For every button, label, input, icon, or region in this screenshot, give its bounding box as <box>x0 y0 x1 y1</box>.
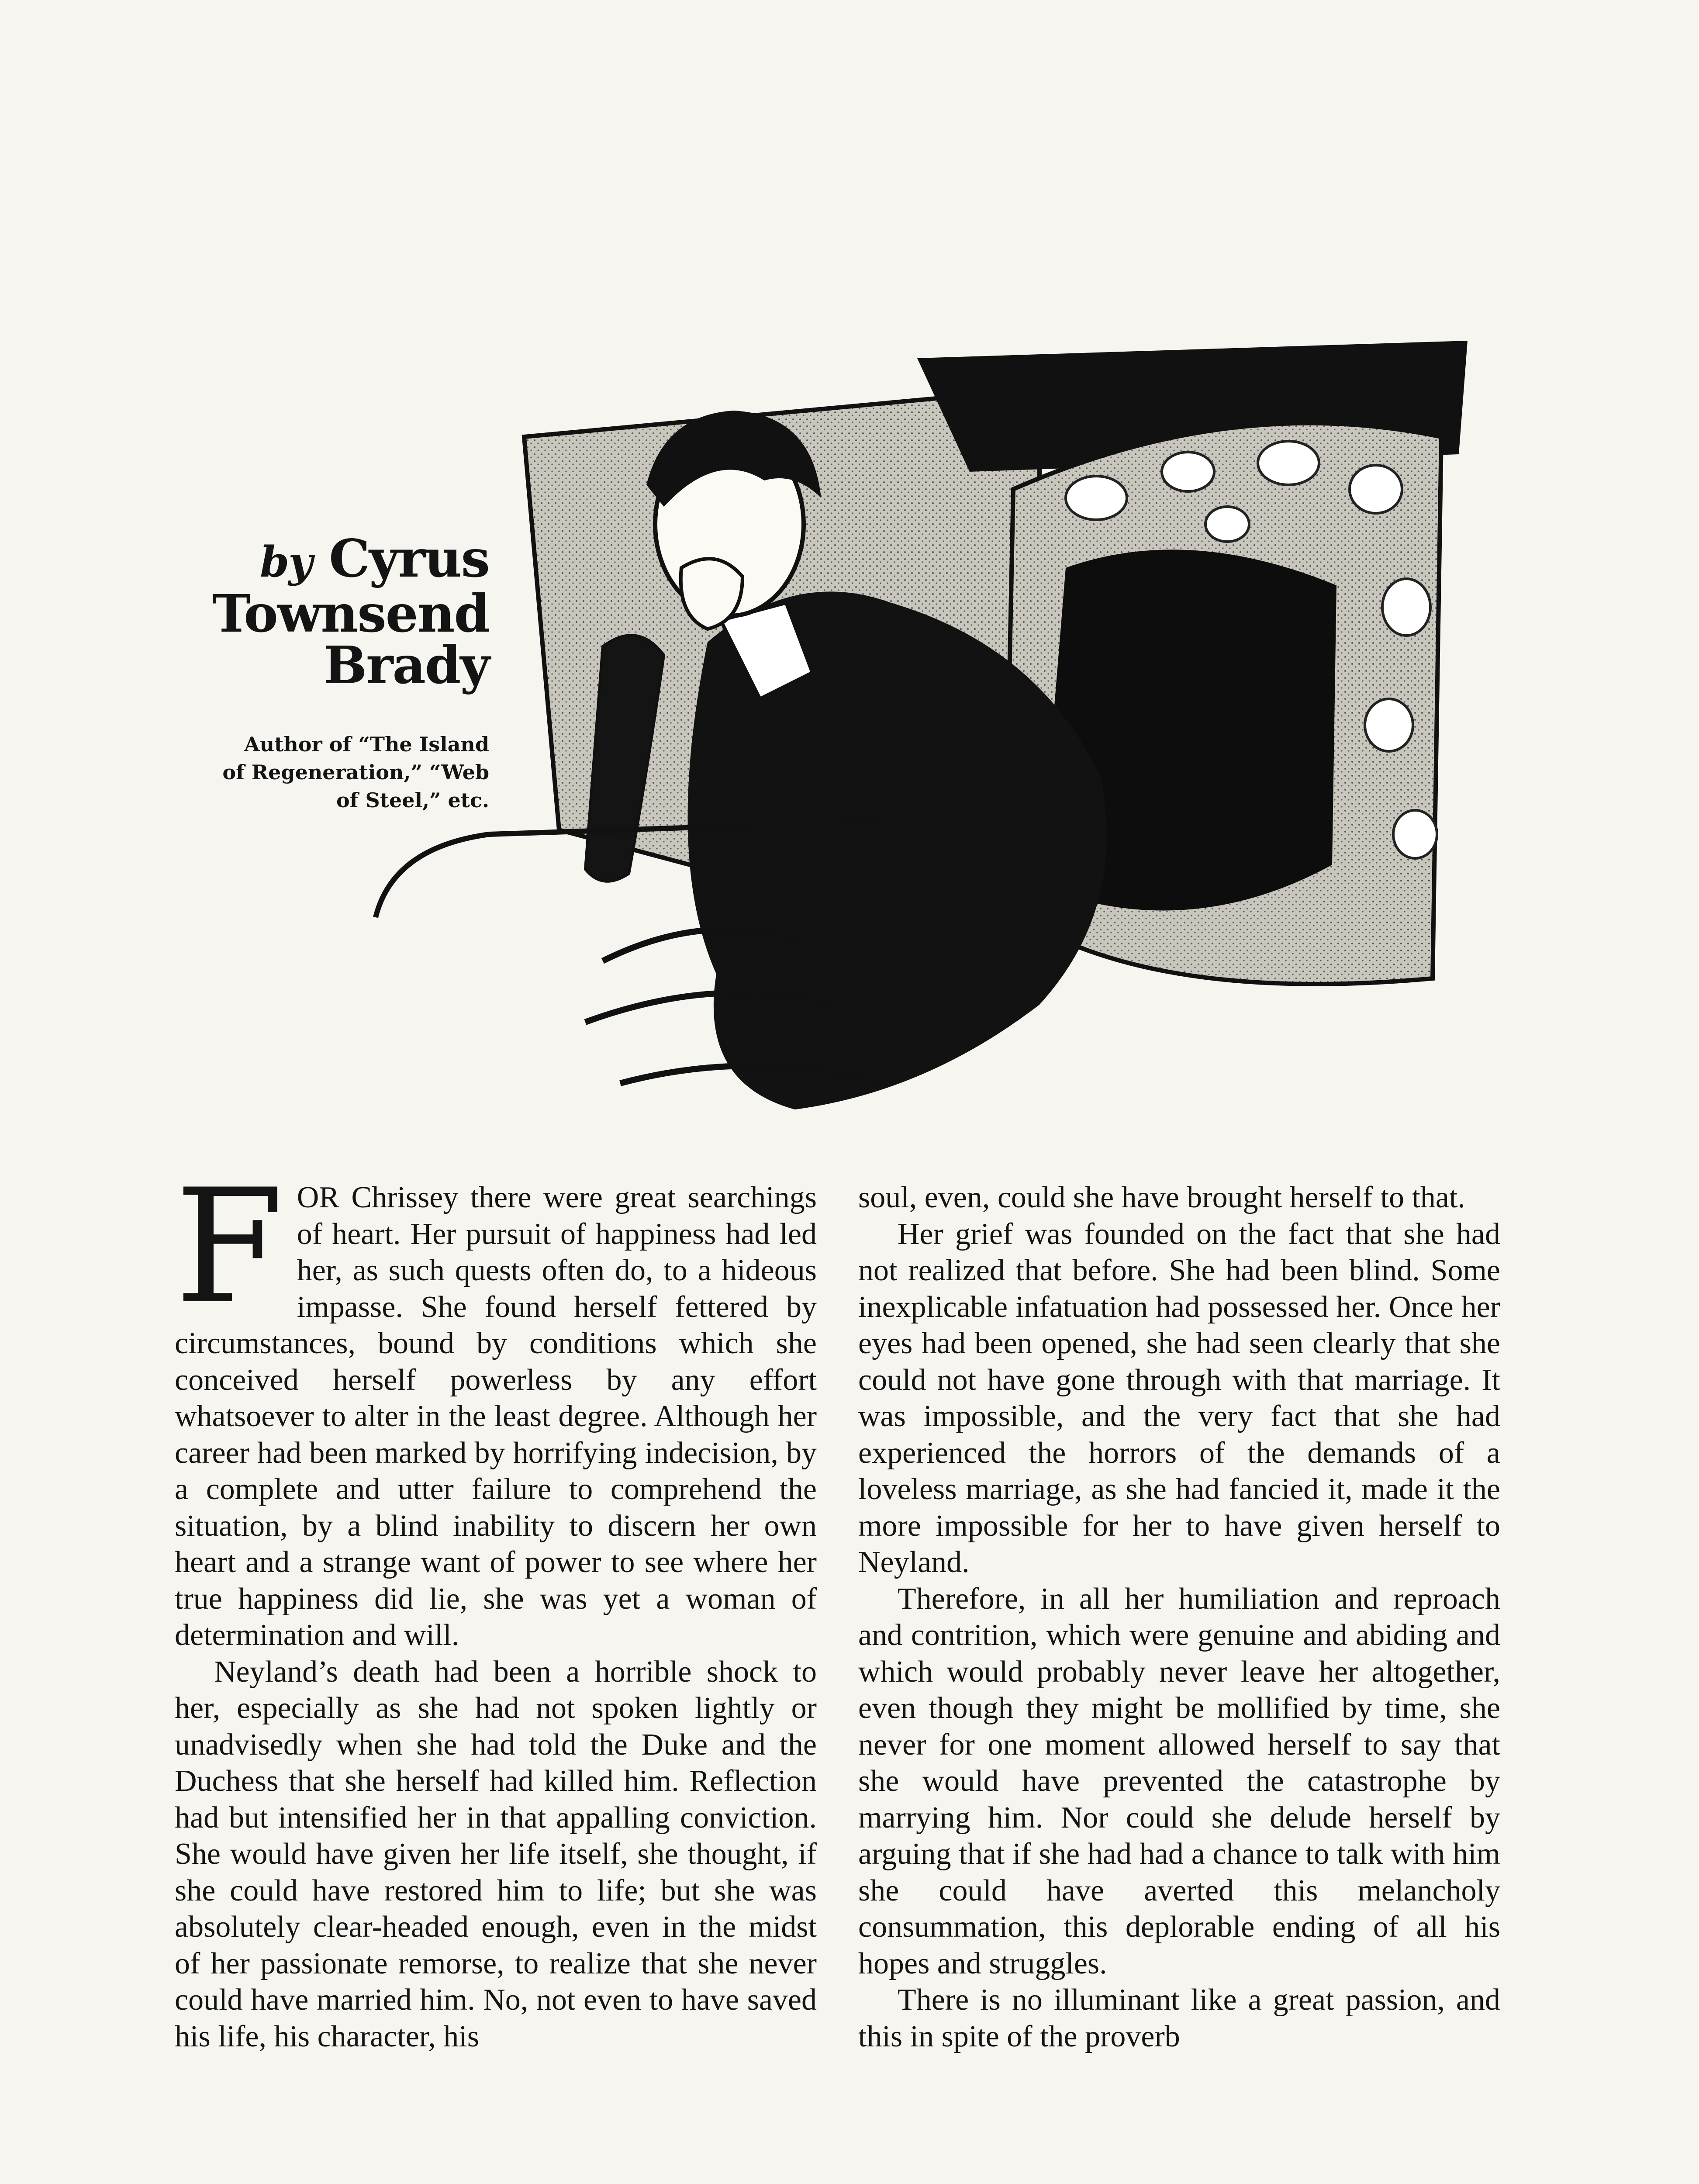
paragraph: Therefore, in all her humiliation and reproach and contrition, which were genuine and abiding and which would probably never leave her altogether, even though they might be mollified by time, she never for one moment allowed herself to say that she would have prevented the catastrophe by marrying him. Nor could she delude herself by arguing that if she had had a chance to talk with him she could have averted this melancholy consummation, this deplorable ending of all his hopes and struggles. <box>858 1582 1500 1980</box>
author-credits-line1: Author of “The Island <box>244 733 489 756</box>
text-column-left <box>175 1155 817 2055</box>
paragraph: soul, even, could she have brought herself to that. <box>858 1181 1465 1214</box>
paragraph: There is no illuminant like a great passion, and this in spite of the proverb <box>858 1983 1500 2053</box>
drop-cap: F <box>175 1155 284 1338</box>
byline-by: by <box>260 537 312 587</box>
paragraph-text: OR Chrissey there were great searchings of heart. Her pursuit of happiness had led her, as such quests often do, to a hideous impasse. She found herself fettered by circumstances, bound by conditions which she conceived herself powerless by any effort whatsoever to alter in the least degree. Although her career had been marked by horrifying indecision, by a complete and utter failure to comprehend the situation, by a blind inability to discern her own heart and a strange want of power to see where her true happiness did lie, she was yet a woman of determination and will. <box>175 1181 817 1652</box>
author-credits-line2: of Regeneration,” “Web <box>222 760 489 784</box>
paragraph: Neyland’s death had been a horrible shock to her, especially as she had not spoken lightly or unadvisedly when she had told the Duke and the Duchess that she herself had killed him. Reflection had but intensified her in that appalling conviction. She would have given her life itself, she thought, if she could have restored him to life; but she was absolutely clear-headed enough, even in the midst of her passionate remorse, to realize that she never could have married him. No, not even to have saved his life, his character, his <box>175 1655 817 2053</box>
woman-in-chair-illustration <box>358 341 1476 1149</box>
paragraph: Her grief was founded on the fact that she had not realized that before. She had been blind. Some inexplicable infatuation had possessed her. Once her eyes had been opened, she had seen clearly that she could not have gone through with that marriage. It was impossible, and the very fact that she had experienced the horrors of the demands of a loveless marriage, as she had fancied it, made it the more impossible for her to have given herself to Neyland. <box>858 1217 1500 1579</box>
text-column-right <box>858 1179 1500 2055</box>
author-credits-line3: of Steel,” etc. <box>336 788 489 812</box>
author-name-line1: Cyrus <box>329 528 489 589</box>
paragraph <box>175 1155 817 1654</box>
author-name-line3: Brady <box>323 635 489 695</box>
author-name-line2: Townsend <box>212 583 489 644</box>
